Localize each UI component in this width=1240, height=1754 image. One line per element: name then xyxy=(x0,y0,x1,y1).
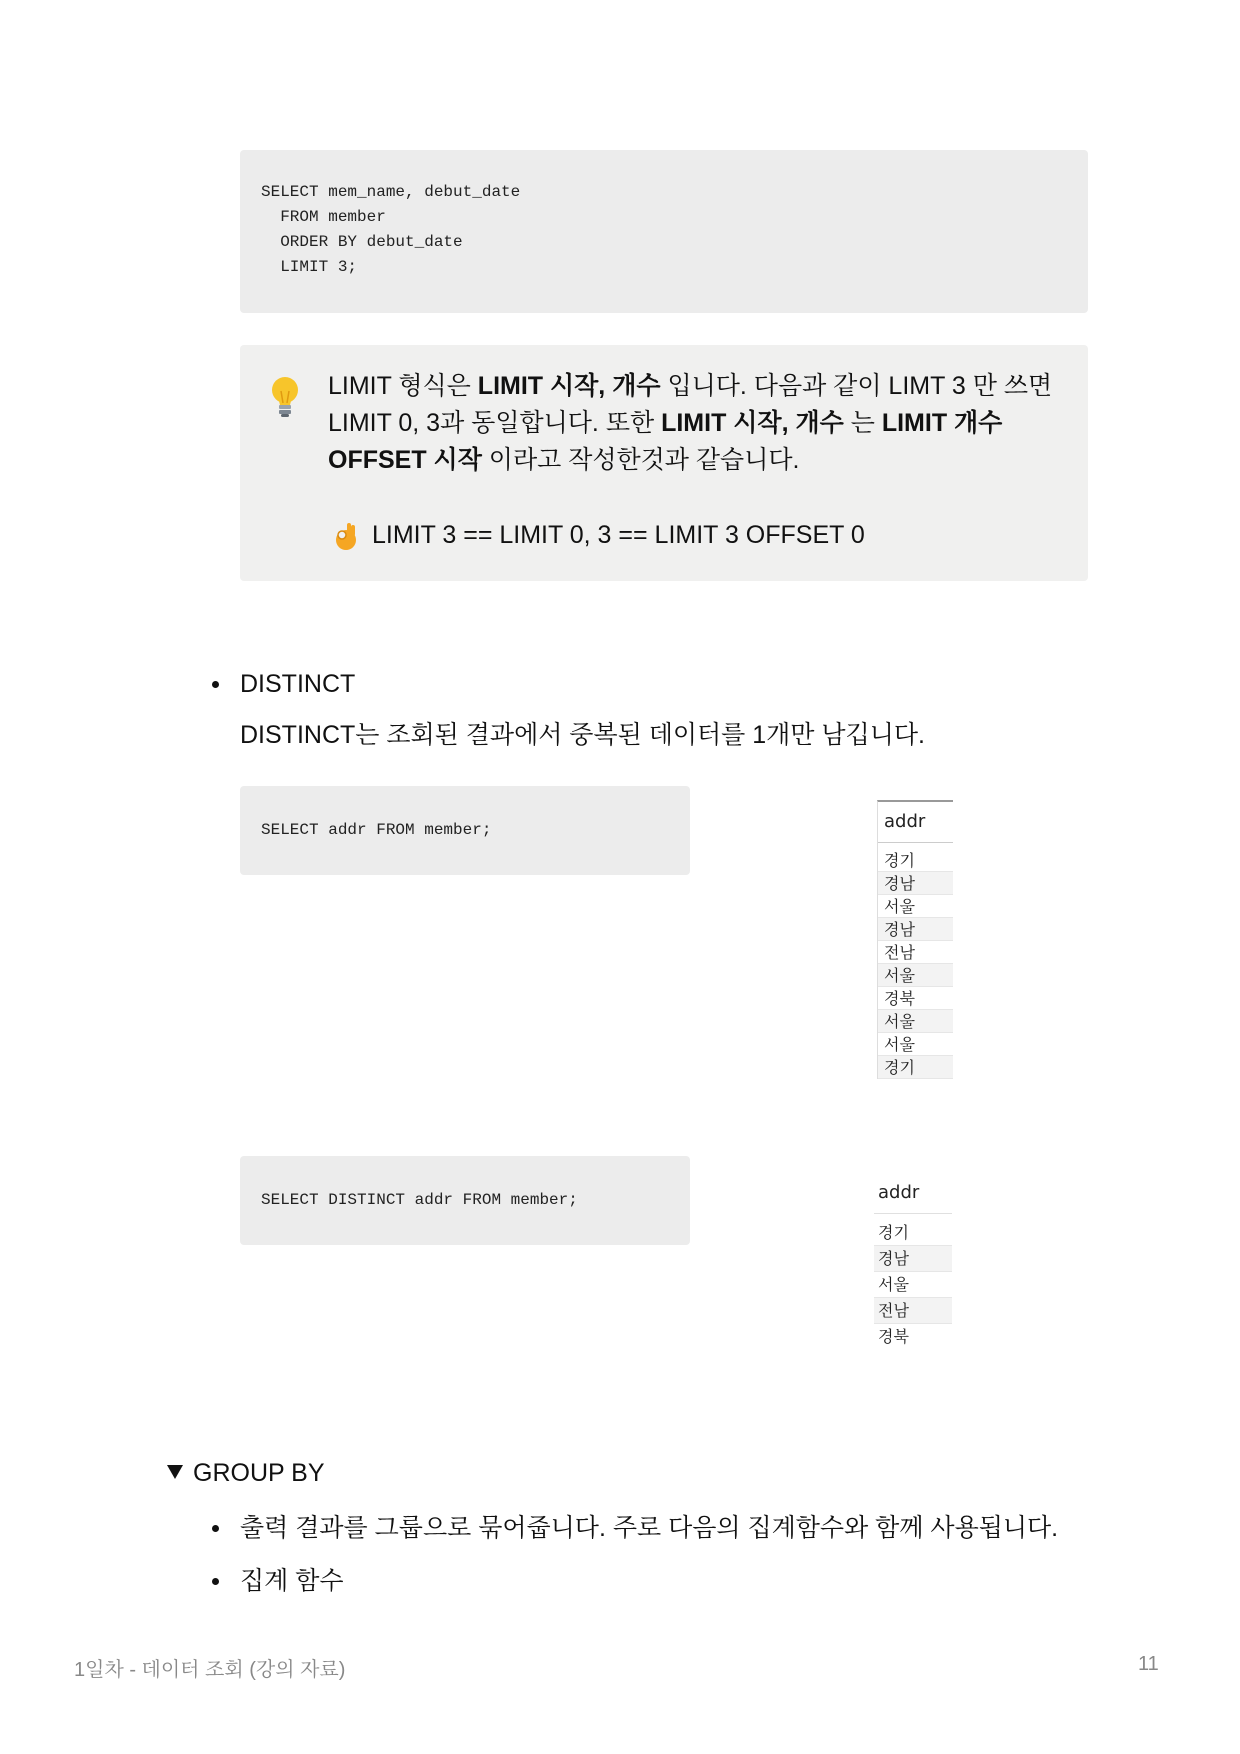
ok-hand-icon xyxy=(332,521,358,551)
text: LIMIT 형식은 xyxy=(328,372,478,400)
result-table-distinct-addr xyxy=(874,1173,952,1350)
distinct-heading: DISTINCT xyxy=(240,670,356,698)
callout-limit xyxy=(240,345,1088,581)
code-line: ORDER BY debut_date xyxy=(261,233,463,251)
code-block-select-distinct xyxy=(240,1156,690,1245)
code-line: SELECT DISTINCT addr FROM member; xyxy=(261,1191,578,1209)
table-row: 경기 xyxy=(878,1056,953,1079)
bold-text: OFFSET 시작 xyxy=(328,446,482,474)
result-table-addr xyxy=(877,800,953,1079)
bullet-dot xyxy=(212,1578,219,1585)
distinct-description: DISTINCT는 조회된 결과에서 중복된 데이터를 1개만 남깁니다. xyxy=(240,721,925,749)
table-header: addr xyxy=(874,1173,952,1214)
group-by-bullet-2: 집계 함수 xyxy=(240,1567,344,1595)
code-line: SELECT mem_name, debut_date xyxy=(261,183,521,201)
text: 입니다. 다음과 같이 LIMT 3 만 쓰면 xyxy=(660,372,1053,400)
callout-text xyxy=(328,368,1068,479)
text: 는 xyxy=(843,409,882,437)
table-row: 서울 xyxy=(874,1272,952,1298)
triangle-down-icon[interactable] xyxy=(166,1464,184,1480)
text: 이라고 작성한것과 같습니다. xyxy=(481,446,800,474)
bold-text: LIMIT 개수 xyxy=(881,409,1003,437)
table-row: 경남 xyxy=(878,872,953,895)
table-header: addr xyxy=(878,802,953,843)
code-block-select-addr xyxy=(240,786,690,875)
code-line: FROM member xyxy=(261,208,386,226)
table-row: 서울 xyxy=(878,895,953,918)
table-row: 경기 xyxy=(874,1220,952,1246)
group-by-bullet-1: 출력 결과를 그룹으로 묶어줍니다. 주로 다음의 집계함수와 함께 사용됩니다. xyxy=(240,1514,1059,1542)
table-row: 경남 xyxy=(874,1246,952,1272)
text: LIMIT 0, 3과 동일합니다. 또한 xyxy=(328,409,662,437)
table-row: 경남 xyxy=(878,918,953,941)
table-row: 서울 xyxy=(878,1010,953,1033)
table-row: 서울 xyxy=(878,1033,953,1056)
table-row: 전남 xyxy=(878,941,953,964)
bullet-dot xyxy=(212,681,219,688)
bold-text: LIMIT 시작, 개수 xyxy=(661,409,844,437)
footer-document-title: 1일차 - 데이터 조회 (강의 자료) xyxy=(74,1659,346,1681)
bullet-dot xyxy=(212,1525,219,1532)
table-row: 경기 xyxy=(878,849,953,872)
group-by-toggle-title[interactable]: GROUP BY xyxy=(193,1459,325,1487)
code-line: LIMIT 3; xyxy=(261,258,358,276)
code-line: SELECT addr FROM member; xyxy=(261,821,492,839)
page-number: 11 xyxy=(1138,1653,1159,1675)
table-row: 경북 xyxy=(878,987,953,1010)
table-row: 서울 xyxy=(878,964,953,987)
table-row: 경북 xyxy=(878,1327,909,1346)
callout-line-3 xyxy=(328,442,1068,479)
ok-text: LIMIT 3 == LIMIT 0, 3 == LIMIT 3 OFFSET 0 xyxy=(372,521,865,549)
lightbulb-icon xyxy=(268,375,302,419)
callout-line-2 xyxy=(328,405,1068,442)
code-block-limit xyxy=(240,150,1088,313)
bold-text: LIMIT 시작, 개수 xyxy=(477,372,661,400)
callout-line-1 xyxy=(328,368,1068,405)
table-row: 전남 xyxy=(874,1298,952,1324)
